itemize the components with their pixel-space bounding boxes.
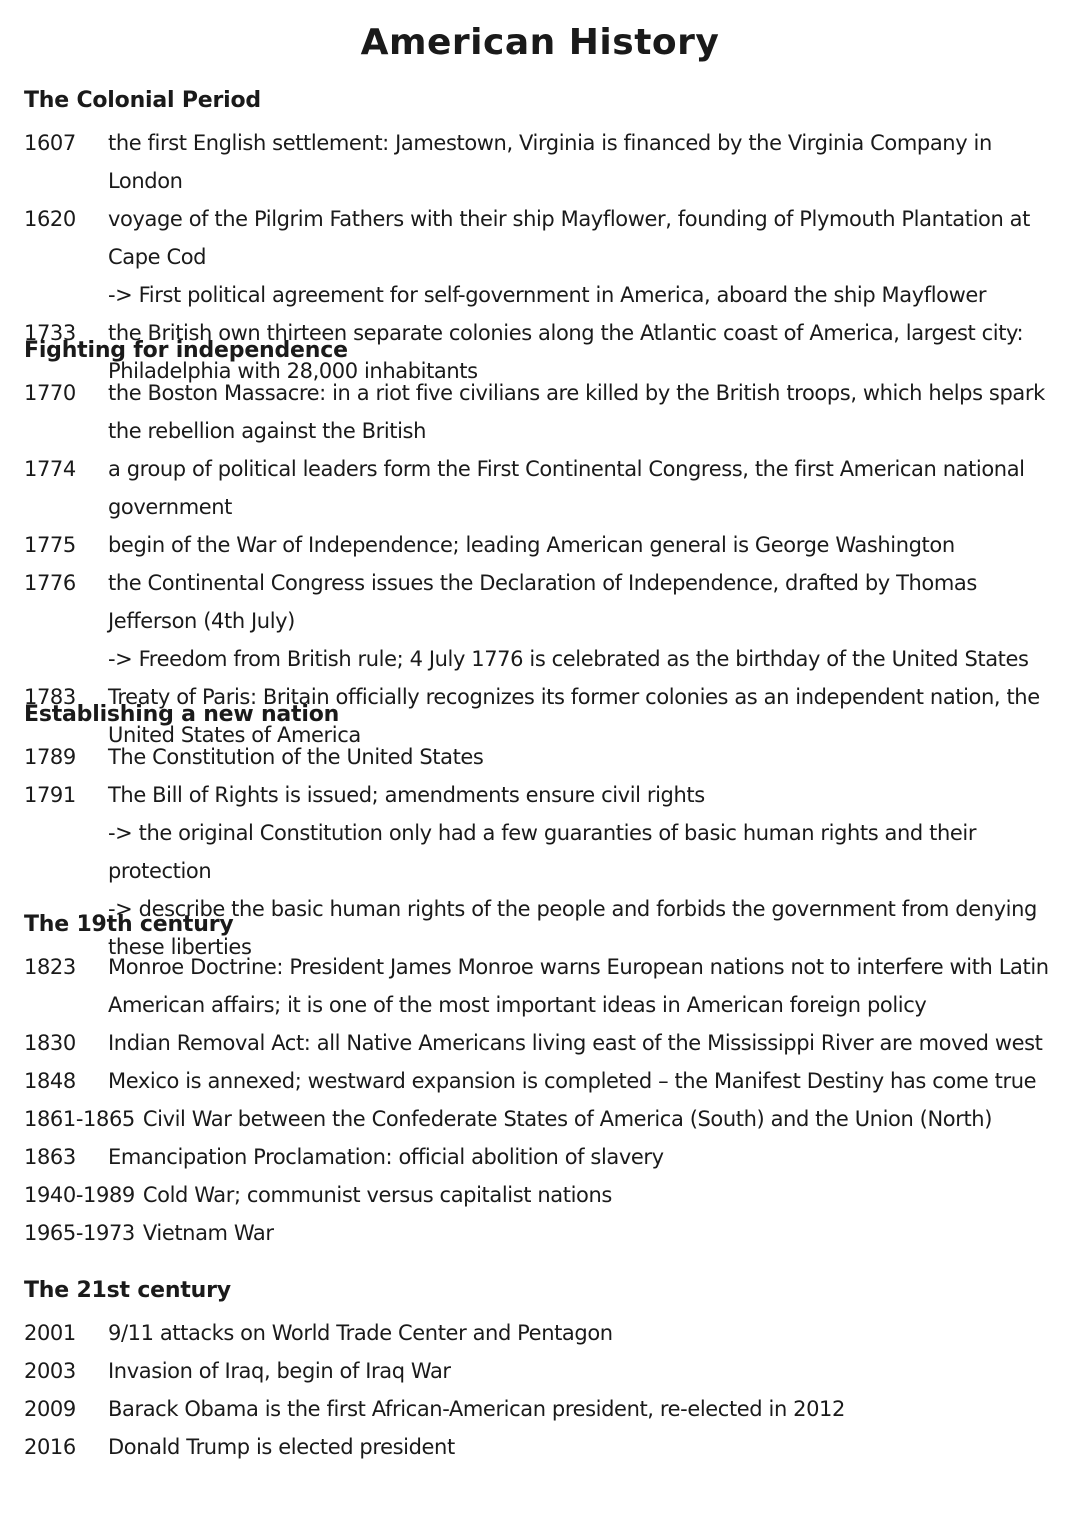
timeline-entry [24, 1176, 1064, 1214]
entry-text: Vietnam War [142, 1221, 274, 1245]
entry-text: Indian Removal Act: all Native Americans living east of the Mississippi River are moved west [108, 1031, 1043, 1055]
entry-text: Barack Obama is the first African-American president, re-elected in 2012 [108, 1397, 845, 1421]
entry-year: 1783 [24, 685, 76, 709]
timeline-entry [24, 200, 1064, 276]
timeline-entry [24, 948, 1064, 1024]
entry-text: The Bill of Rights is issued; amendments ensure civil rights [108, 783, 705, 807]
entry-year: 2003 [24, 1359, 76, 1383]
entry-text: begin of the War of Independence; leading American general is George Washington [108, 533, 955, 557]
entry-year: 1607 [24, 131, 76, 155]
timeline-entry [24, 1024, 1064, 1062]
timeline-entry [24, 1314, 1064, 1352]
section-heading: The 19th century [24, 912, 234, 937]
timeline-entry [24, 450, 1064, 526]
entry-note: -> First political agreement for self-government in America, aboard the ship Mayflower [108, 283, 987, 307]
timeline-entry [24, 124, 1064, 200]
entry-year: 1733 [24, 321, 76, 345]
entry-text: the first English settlement: Jamestown, Virginia is financed by the Virginia Company in London [108, 131, 992, 193]
page-title: American History [351, 22, 730, 63]
entry-year: 2009 [24, 1397, 76, 1421]
entry-year: 1776 [24, 571, 76, 595]
entry-year: 1863 [24, 1145, 76, 1169]
entry-year: 1830 [24, 1031, 76, 1055]
entry-year: 1965-1973 [24, 1221, 135, 1245]
entry-year: 1620 [24, 207, 76, 231]
entry-year: 1770 [24, 381, 76, 405]
timeline-entry [24, 1428, 1064, 1466]
entry-note: -> the original Constitution only had a few guaranties of basic human rights and their protection [108, 821, 977, 883]
entry-text: the British own thirteen separate colonies along the Atlantic coast of America, largest city: Philadelphia with 28,000 inhabitants [108, 321, 1024, 383]
entry-text: The Constitution of the United States [108, 745, 484, 769]
entry-text: the Boston Massacre: in a riot five civilians are killed by the British troops, which helps spark the rebellion against the British [108, 381, 1045, 443]
timeline-entry [24, 1100, 1064, 1138]
timeline-entry [24, 374, 1064, 450]
section-heading: The Colonial Period [24, 88, 261, 113]
entry-year: 1789 [24, 745, 76, 769]
title-wrap [0, 22, 1080, 63]
section-21st-century [24, 1276, 1064, 1466]
entry-text: Monroe Doctrine: President James Monroe warns European nations not to interfere with Latin American affairs; it is one of the most important ideas in American foreign policy [108, 955, 1049, 1017]
entry-text: Emancipation Proclamation: official abolition of slavery [108, 1145, 664, 1169]
entry-text: Civil War between the Confederate States of America (South) and the Union (North) [142, 1107, 992, 1131]
entry-year: 1940-1989 [24, 1183, 135, 1207]
section-fighting-for-independence [24, 336, 1064, 754]
entry-year: 1848 [24, 1069, 76, 1093]
entry-note: -> Freedom from British rule; 4 July 1776 is celebrated as the birthday of the United States [108, 647, 1029, 671]
timeline-entry [24, 526, 1064, 564]
entry-text: voyage of the Pilgrim Fathers with their ship Mayflower, founding of Plymouth Plantation at Cape Cod [108, 207, 1030, 269]
entry-text: the Continental Congress issues the Declaration of Independence, drafted by Thomas Jefferson (4th July) [108, 571, 977, 633]
section-19th-century [24, 910, 1064, 1252]
entry-text: Treaty of Paris: Britain officially recognizes its former colonies as an independent nation, the United States of America [108, 685, 1040, 747]
entry-year: 1823 [24, 955, 76, 979]
section-heading: The 21st century [24, 1278, 231, 1303]
entry-text: a group of political leaders form the First Continental Congress, the first American national government [108, 457, 1025, 519]
timeline-entry [24, 1352, 1064, 1390]
entry-year: 2001 [24, 1321, 76, 1345]
section-heading: Fighting for independence [24, 338, 348, 363]
timeline-entry [24, 564, 1064, 640]
timeline-entry [24, 1138, 1064, 1176]
timeline-entry [24, 738, 1064, 776]
entry-year: 2016 [24, 1435, 76, 1459]
entry-year: 1791 [24, 783, 76, 807]
entry-text: Mexico is annexed; westward expansion is completed – the Manifest Destiny has come true [108, 1069, 1037, 1093]
timeline-entry [24, 776, 1064, 814]
entry-year: 1774 [24, 457, 76, 481]
timeline-entry [24, 1390, 1064, 1428]
entry-note: -> describe the basic human rights of the people and forbids the government from denying these liberties [108, 897, 1037, 959]
entry-text: Cold War; communist versus capitalist nations [142, 1183, 612, 1207]
timeline-entry [24, 1214, 1064, 1252]
entry-year: 1775 [24, 533, 76, 557]
entry-year: 1861-1865 [24, 1107, 135, 1131]
entry-text: Invasion of Iraq, begin of Iraq War [108, 1359, 451, 1383]
timeline-entry [24, 1062, 1064, 1100]
section-heading: Establishing a new nation [24, 702, 340, 727]
entry-text: Donald Trump is elected president [108, 1435, 455, 1459]
entry-text: 9/11 attacks on World Trade Center and Pentagon [108, 1321, 613, 1345]
